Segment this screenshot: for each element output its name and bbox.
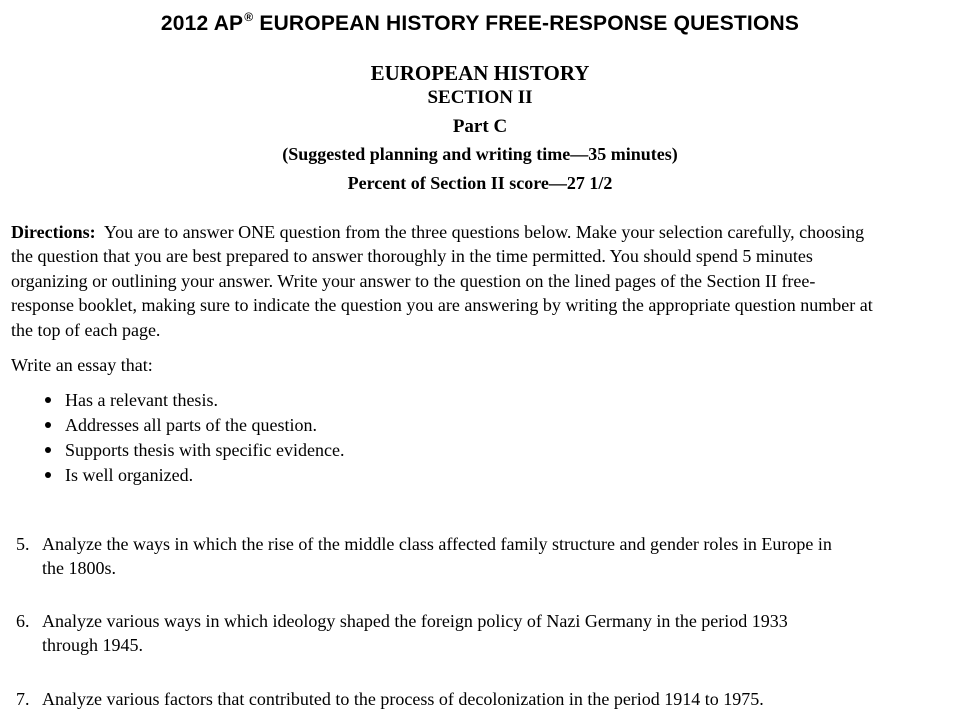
directions-line: response booklet, making sure to indicate the question you are answering by writing the appropriate question number at [11, 295, 873, 316]
directions-line: organizing or outlining your answer. Write your answer to the question on the lined pages of the Section II free- [11, 270, 816, 291]
bullet-icon [45, 447, 51, 453]
registered-mark: ® [244, 10, 254, 24]
page-header [0, 10, 960, 36]
criteria-item [43, 413, 344, 438]
question-text [42, 687, 764, 711]
criteria-text: Has a relevant thesis. [65, 390, 218, 410]
question-text [42, 609, 788, 657]
bullet-icon [45, 397, 51, 403]
bullet-icon [45, 472, 51, 478]
essay-criteria-list [43, 388, 344, 488]
question-text [42, 532, 832, 580]
section-subtitle: SECTION II [427, 87, 533, 108]
question-number: 7. [16, 689, 30, 709]
directions-line [11, 220, 946, 244]
criteria-text: Supports thesis with specific evidence. [65, 440, 345, 460]
question-line: Analyze the ways in which the rise of the middle class affected family structure and gender roles in Europe in [42, 534, 832, 554]
criteria-text: Is well organized. [65, 465, 194, 485]
directions-line: the question that you are best prepared to answer thoroughly in the time permitted. You should spend 5 minutes [11, 246, 813, 267]
section-title: EUROPEAN HISTORY [370, 61, 590, 85]
header-title-rest: EUROPEAN HISTORY FREE-RESPONSE QUESTIONS [253, 12, 800, 35]
directions-block [11, 220, 946, 342]
header-title-main: 2012 AP [160, 12, 244, 35]
directions-line: the top of each page. [11, 319, 161, 340]
question-line: the 1800s. [42, 558, 116, 578]
question-line: through 1945. [42, 635, 143, 655]
criteria-item [43, 463, 344, 488]
essay-intro: Write an essay that: [11, 355, 153, 375]
section-part: Part C [452, 116, 508, 137]
question-number: 6. [16, 611, 30, 631]
bullet-icon [45, 422, 51, 428]
directions-label: Directions: [11, 222, 96, 242]
question-number: 5. [16, 534, 30, 554]
criteria-text: Addresses all parts of the question. [65, 415, 317, 435]
directions-text: You are to answer ONE question from the three questions below. Make your selection carefully, choosing [95, 222, 865, 242]
question-line: Analyze various factors that contributed to the process of decolonization in the period 1914 to 1975. [42, 689, 764, 709]
section-percent: Percent of Section II score—27 1/2 [347, 173, 613, 193]
criteria-item [43, 438, 344, 463]
question-line: Analyze various ways in which ideology shaped the foreign policy of Nazi Germany in the period 1933 [42, 611, 788, 631]
section-time: (Suggested planning and writing time—35 minutes) [282, 144, 678, 164]
criteria-item [43, 388, 344, 413]
